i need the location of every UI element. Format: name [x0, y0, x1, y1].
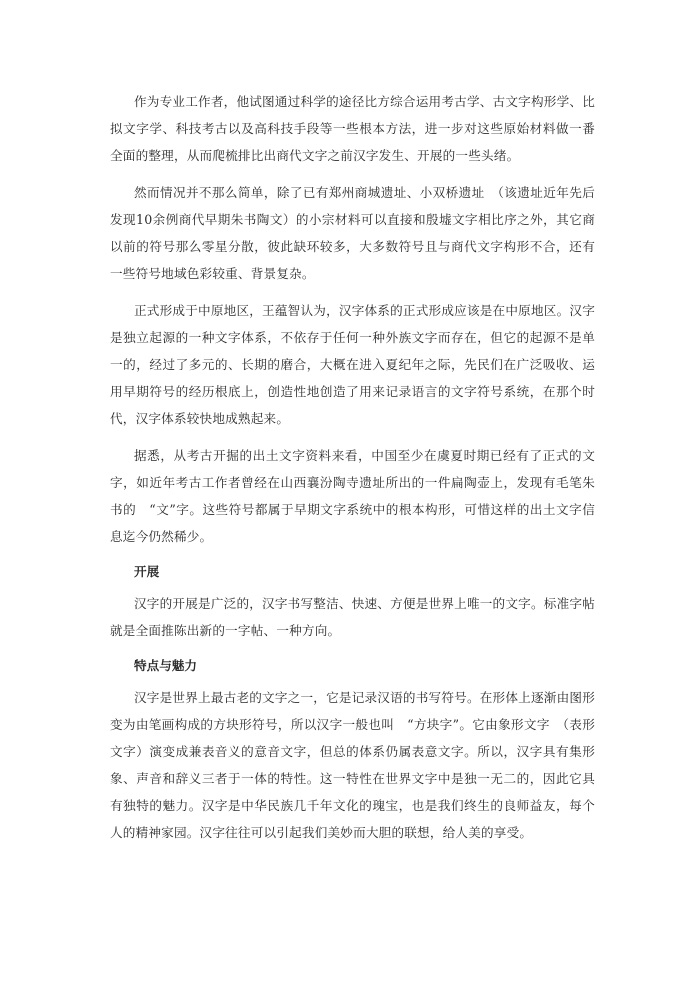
section-heading-features-charm: 特点与魅力 — [134, 658, 197, 673]
paragraph-central-plains-origin: 正式形成于中原地区，王蕴智认为，汉字体系的正式形成应该是在中原地区。汉字是独立起源的一种文字体系，不依存于任何一种外族文字而存在，但它的起源不是单一的，经过了多元的、长期的磨合，大概在进入夏纪年之际，先民们在广泛吸收、运用早期符号的经历根底上，创造性地创造了用来记录语言的文字符号系统，在那个时代，汉字体系较快地成熟起来。 — [110, 303, 595, 426]
paragraph-development: 汉字的开展是广泛的，汉字书写整洁、快速、方便是世界上唯一的文字。标准字帖就是全面推陈出新的一字帖、一种方向。 — [110, 596, 595, 638]
paragraph-complex-situation: 然而情况并不那么简单，除了已有郑州商城遗址、小双桥遗址 （该遗址近年先后发现10余例商代早期朱书陶文）的小宗材料可以直接和殷墟文字相比序之外，其它商以前的符号那么零星分散，彼此缺环较多，大多数符号且与商代文字构形不合，还有一些符号地域色彩较重、背景复杂。 — [110, 185, 595, 281]
section-heading-development: 开展 — [134, 564, 160, 579]
paragraph-research-method: 作为专业工作者，他试图通过科学的途径比方综合运用考古学、古文字构形学、比拟文字学、科技考古以及高科技手段等一些根本方法，进一步对这些原始材料做一番全面的整理，从而爬梳排比出商代文字之前汉字发生、开展的一些头绪。 — [110, 94, 595, 163]
paragraph-archaeological-evidence: 据悉，从考古开掘的出土文字资料来看，中国至少在虞夏时期已经有了正式的文字，如近年考古工作者曾经在山西襄汾陶寺遗址所出的一件扁陶壶上，发现有毛笔朱书的 “文”字。这些符号都属于早期文字系统中的根本构形，可惜这样的出土文字信息迄今仍然稀少。 — [110, 448, 595, 544]
paragraph-features-charm: 汉字是世界上最古老的文字之一，它是记录汉语的书写符号。在形体上逐渐由图形变为由笔画构成的方块形符号，所以汉字一般也叫 “方块字”。它由象形文字 （表形文字）演变成兼表音义的意音文字，但总的体系仍属表意文字。所以，汉字具有集形象、声音和辞义三者于一体的特性。这一特性在世界文字中是独一无二的，因此它具有独特的魅力。汉字是中华民族几千年文化的瑰宝，也是我们终生的良师益友，每个人的精神家园。汉字往往可以引起我们美妙而大胆的联想，给人美的享受。 — [110, 690, 595, 840]
document-page — [110, 88, 595, 856]
